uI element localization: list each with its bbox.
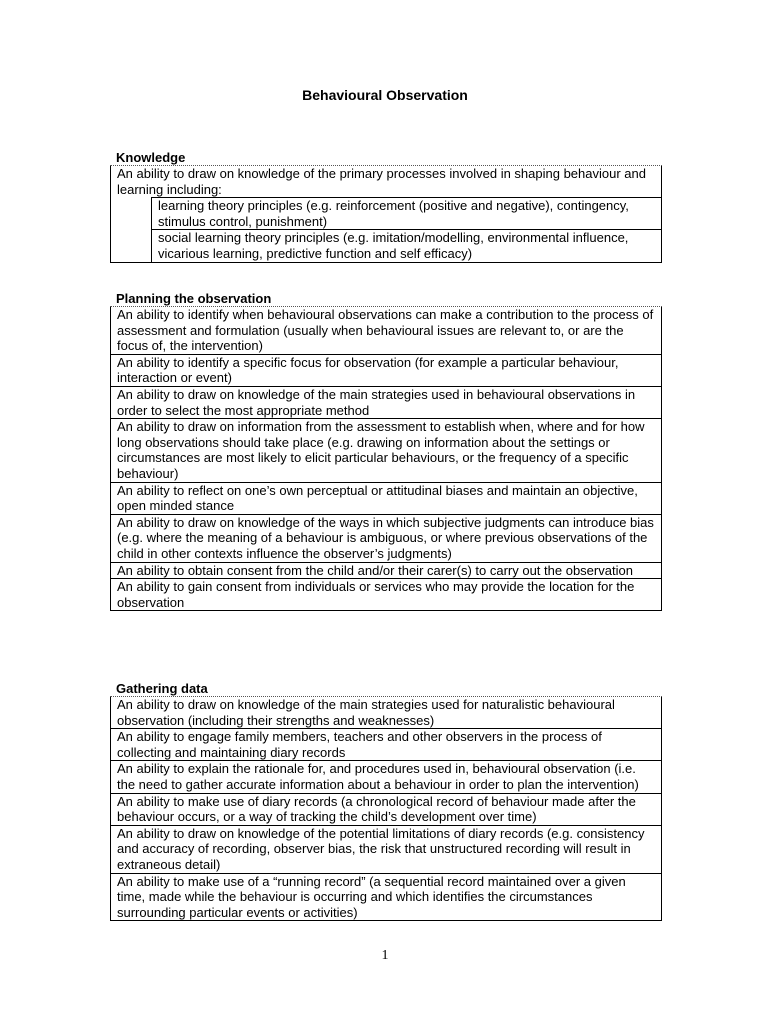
- knowledge-subitems: [151, 197, 661, 261]
- table-row: An ability to engage family members, teachers and other observers in the process of collecting and maintaining diary records: [111, 728, 661, 760]
- page-title: Behavioural Observation: [302, 87, 468, 103]
- gathering-table: [110, 697, 662, 921]
- table-row: An ability to draw on information from the assessment to establish when, where and for how long observations should take place (e.g. drawing on information about the settings or circumstances are most likely to elicit particular behaviours, or the frequency of a specific behaviour): [111, 418, 661, 481]
- section-heading-planning: Planning the observation: [110, 291, 662, 307]
- page-number: 1: [381, 948, 389, 963]
- table-row: An ability to draw on knowledge of the primary processes involved in shaping behaviour and learning including:: [117, 166, 646, 197]
- section-heading-knowledge: Knowledge: [110, 150, 662, 166]
- table-row: An ability to gain consent from individuals or services who may provide the location for the observation: [111, 578, 661, 610]
- section-planning: [110, 291, 662, 611]
- table-row: An ability to obtain consent from the child and/or their carer(s) to carry out the observation: [111, 562, 661, 579]
- section-heading-gathering: Gathering data: [110, 681, 662, 697]
- table-row: An ability to identify a specific focus for observation (for example a particular behaviour, interaction or event): [111, 354, 661, 386]
- knowledge-table: [110, 166, 662, 263]
- table-row: An ability to explain the rationale for, and procedures used in, behavioural observation (i.e. the need to gather accurate information about a behaviour in order to plan the intervention): [111, 760, 661, 792]
- table-row: An ability to draw on knowledge of the main strategies used in behavioural observations in order to select the most appropriate method: [111, 386, 661, 418]
- table-row: An ability to draw on knowledge of the main strategies used for naturalistic behavioural observation (including their strengths and weaknesses): [117, 697, 615, 728]
- planning-table: [110, 307, 662, 611]
- table-row: An ability to draw on knowledge of the potential limitations of diary records (e.g. consistency and accuracy of recording, observer bias, the risk that unstructured recording will result in extraneous detail): [111, 825, 661, 873]
- sub-row: social learning theory principles (e.g. imitation/modelling, environmental influence, vicarious learning, predictive function and self efficacy): [152, 229, 661, 261]
- section-gathering: [110, 681, 662, 921]
- table-row: An ability to make use of diary records (a chronological record of behaviour made after the behaviour occurs, or a way of tracking the child’s development over time): [111, 793, 661, 825]
- table-row: An ability to identify when behavioural observations can make a contribution to the process of assessment and formulation (usually when behavioural issues are relevant to, or are the focus of, the intervention): [117, 307, 654, 354]
- section-knowledge: [110, 150, 662, 263]
- table-row: An ability to draw on knowledge of the ways in which subjective judgments can introduce bias (e.g. where the meaning of a behaviour is ambiguous, or where previous observations of the child in other contexts influence the observer’s judgments): [111, 514, 661, 562]
- sub-row: learning theory principles (e.g. reinforcement (positive and negative), contingency, stimulus control, punishment): [152, 197, 661, 229]
- table-row: An ability to make use of a “running record” (a sequential record maintained over a given time, made while the behaviour is occurring and which identifies the circumstances surrounding particular events or activities): [111, 873, 661, 921]
- table-row: An ability to reflect on one’s own perceptual or attitudinal biases and maintain an objective, open minded stance: [111, 482, 661, 514]
